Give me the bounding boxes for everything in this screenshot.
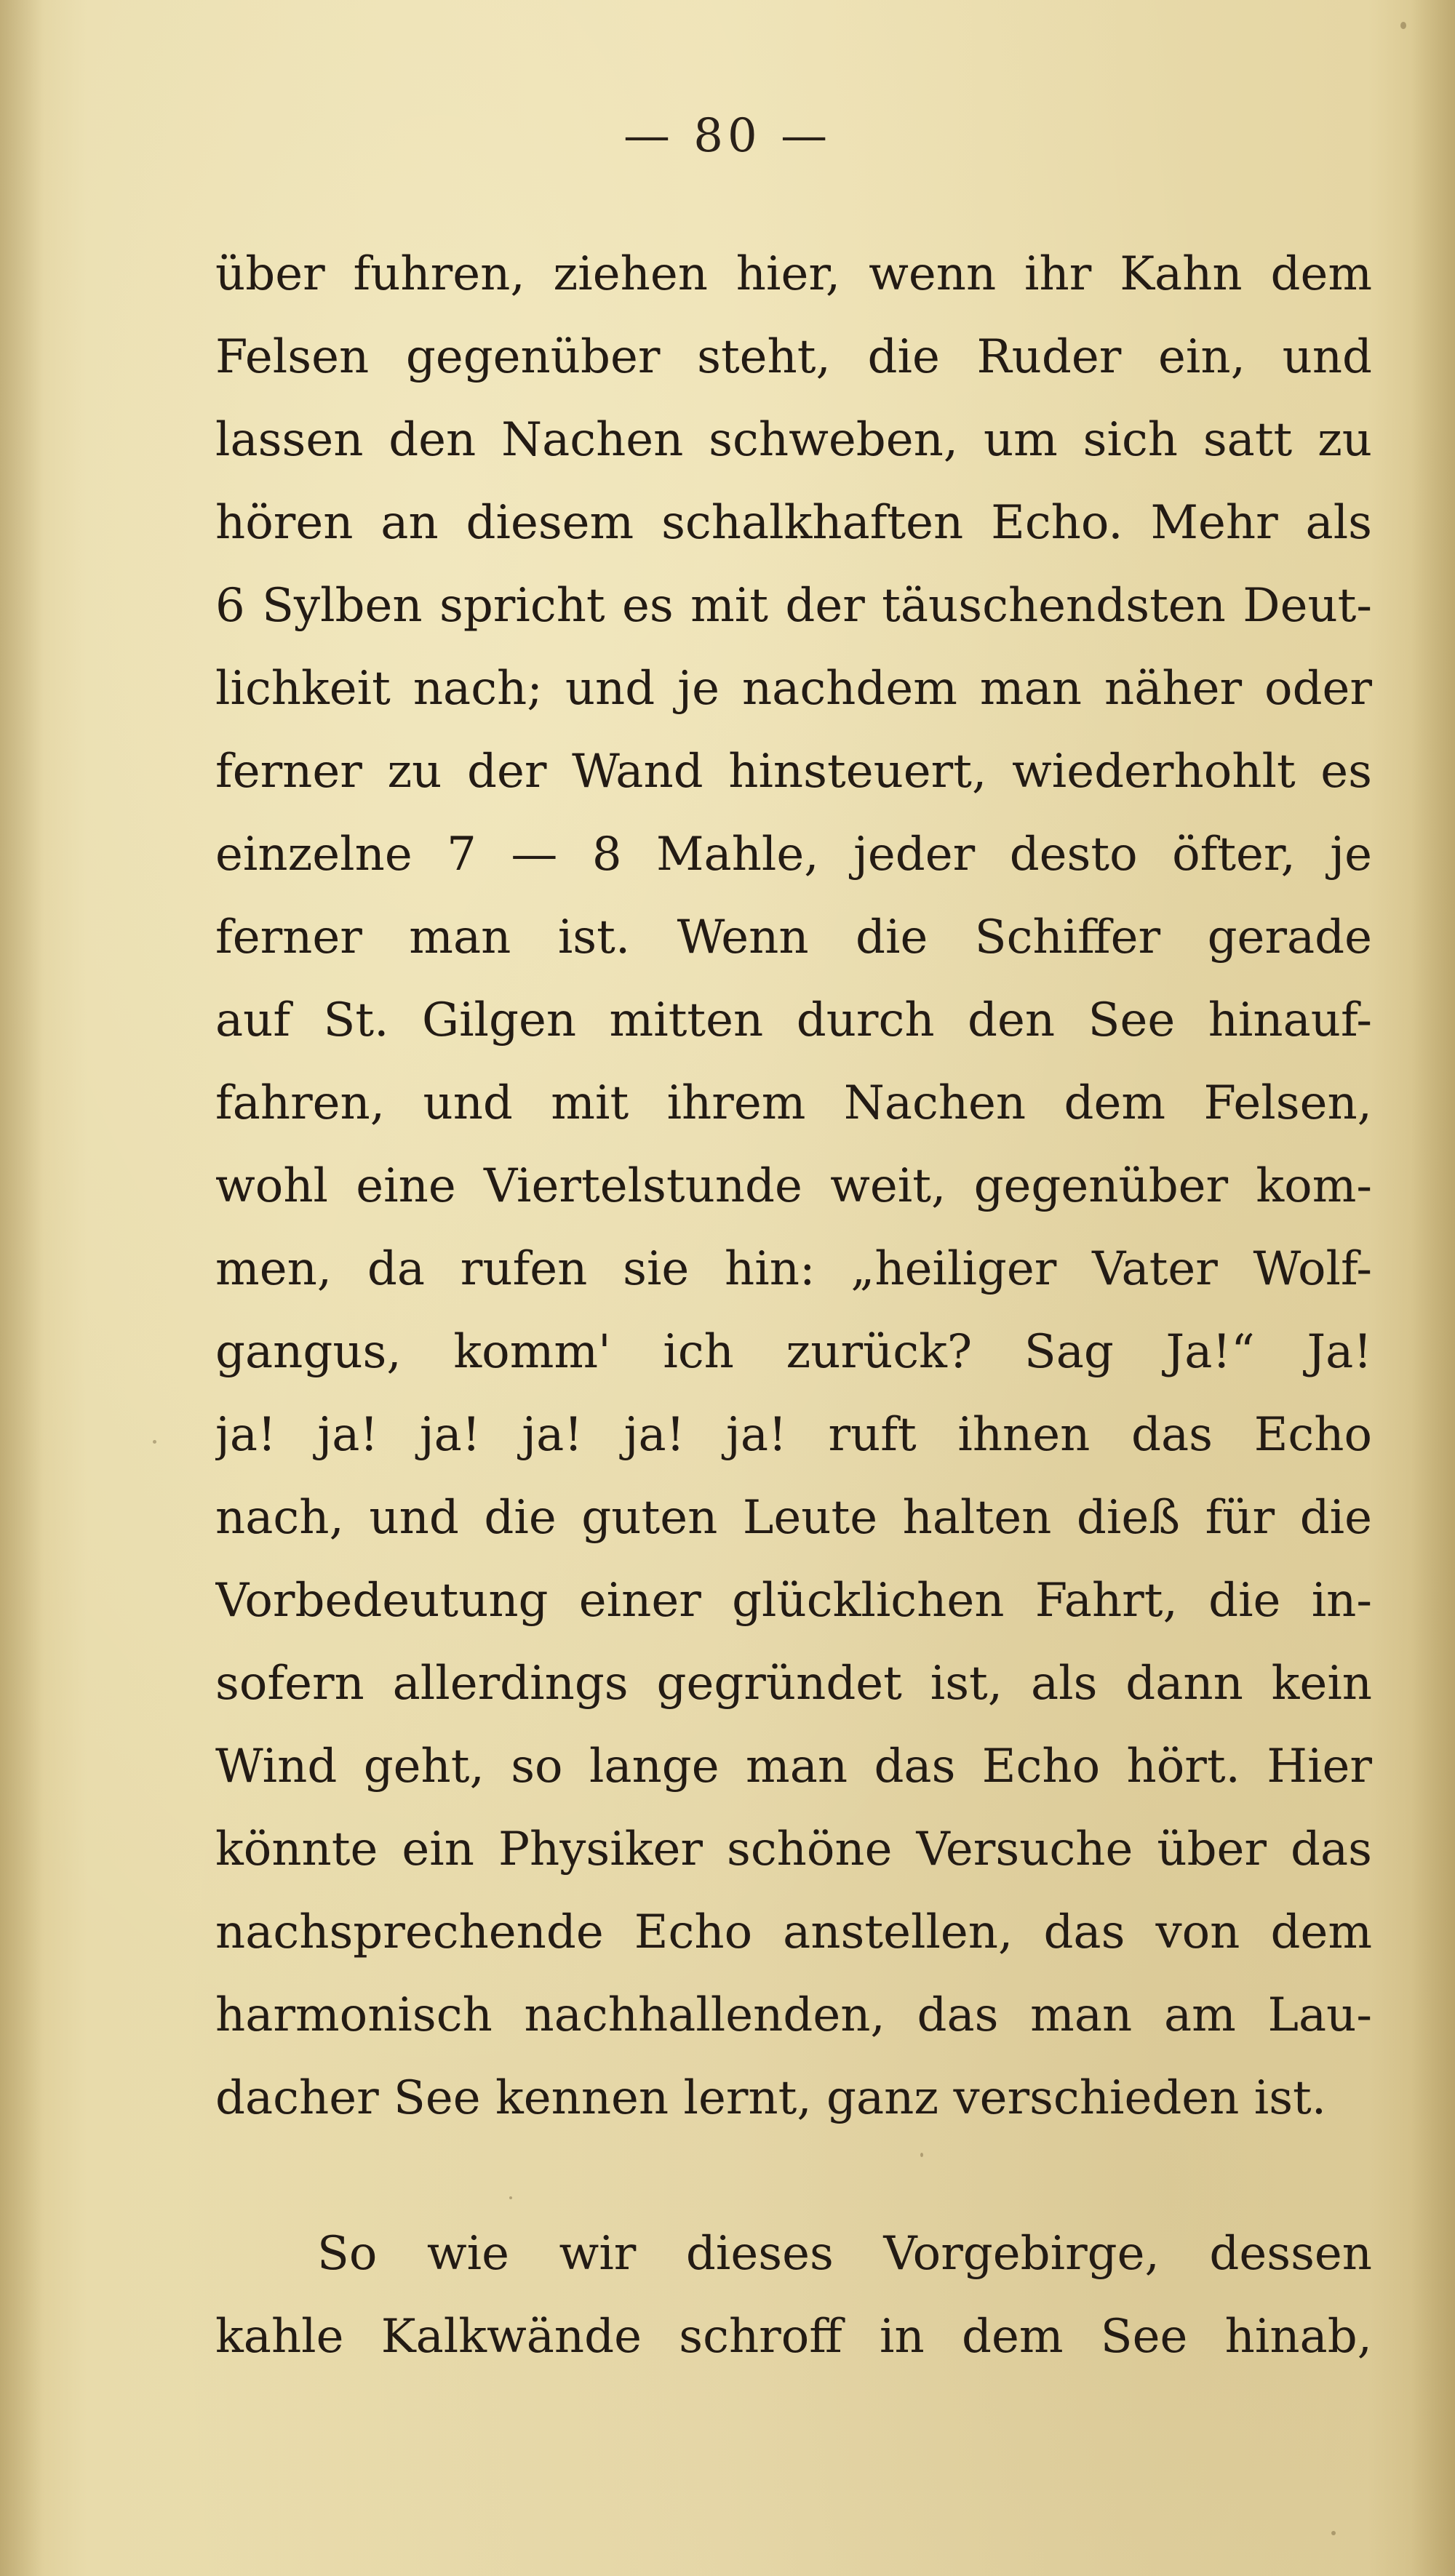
- text-line: fahren, und mit ihrem Nachen dem Felsen,: [215, 1076, 1372, 1130]
- text-line: gangus, komm' ich zurück? Sag Ja!“ Ja!: [215, 1325, 1372, 1379]
- paragraph-gap: [215, 2140, 1372, 2212]
- text-line: So wie wir dieses Vorgebirge, dessen: [317, 2227, 1372, 2281]
- text-line: einzelne 7 — 8 Mahle, jeder desto öfter, je: [215, 828, 1372, 881]
- text-line: wohl eine Viertelstunde weit, gegenüber kom-: [215, 1159, 1372, 1213]
- text-line: ferner man ist. Wenn die Schiffer gerade: [215, 911, 1372, 964]
- right-page-shadow: [1411, 0, 1455, 2576]
- text-line: lassen den Nachen schweben, um sich satt zu: [215, 413, 1372, 467]
- paragraph-1: [215, 233, 1372, 2140]
- text-line: lichkeit nach; und je nachdem man näher oder: [215, 662, 1372, 716]
- text-line: Wind geht, so lange man das Echo hört. Hier: [215, 1740, 1372, 1793]
- text-line: Vorbedeutung einer glücklichen Fahrt, die in-: [215, 1574, 1372, 1628]
- body-text: [215, 233, 1372, 2378]
- left-page-shadow: [0, 0, 44, 2576]
- paper-speck: [1400, 22, 1406, 29]
- text-line: 6 Sylben spricht es mit der täuschendsten Deut-: [215, 579, 1372, 633]
- text-line: könnte ein Physiker schöne Versuche über das: [215, 1823, 1372, 1876]
- text-line: sofern allerdings gegründet ist, als dann kein: [215, 1657, 1372, 1711]
- text-line: ferner zu der Wand hinsteuert, wiederhohlt es: [215, 745, 1372, 799]
- text-line: kahle Kalkwände schroff in dem See hinab,: [215, 2310, 1372, 2364]
- page-number: — 80 —: [623, 109, 832, 163]
- text-line: ja! ja! ja! ja! ja! ja! ruft ihnen das Echo: [215, 1408, 1372, 1462]
- text-line: nach, und die guten Leute halten dieß für die: [215, 1491, 1372, 1545]
- text-line: über fuhren, ziehen hier, wenn ihr Kahn dem: [215, 247, 1372, 301]
- text-line: dacher See kennen lernt, ganz verschieden ist.: [215, 2071, 1327, 2125]
- paper-speck: [153, 1440, 156, 1444]
- paragraph-2: [215, 2212, 1372, 2378]
- text-line: nachsprechende Echo anstellen, das von dem: [215, 1905, 1372, 1959]
- paper-speck: [1331, 2531, 1336, 2535]
- text-line: auf St. Gilgen mitten durch den See hinauf-: [215, 993, 1372, 1047]
- text-line: Felsen gegenüber steht, die Ruder ein, und: [215, 330, 1372, 384]
- text-line: harmonisch nachhallenden, das man am Lau-: [215, 1988, 1372, 2042]
- text-line: men, da rufen sie hin: „heiliger Vater Wolf-: [215, 1242, 1372, 1296]
- text-line: hören an diesem schalkhaften Echo. Mehr als: [215, 496, 1372, 550]
